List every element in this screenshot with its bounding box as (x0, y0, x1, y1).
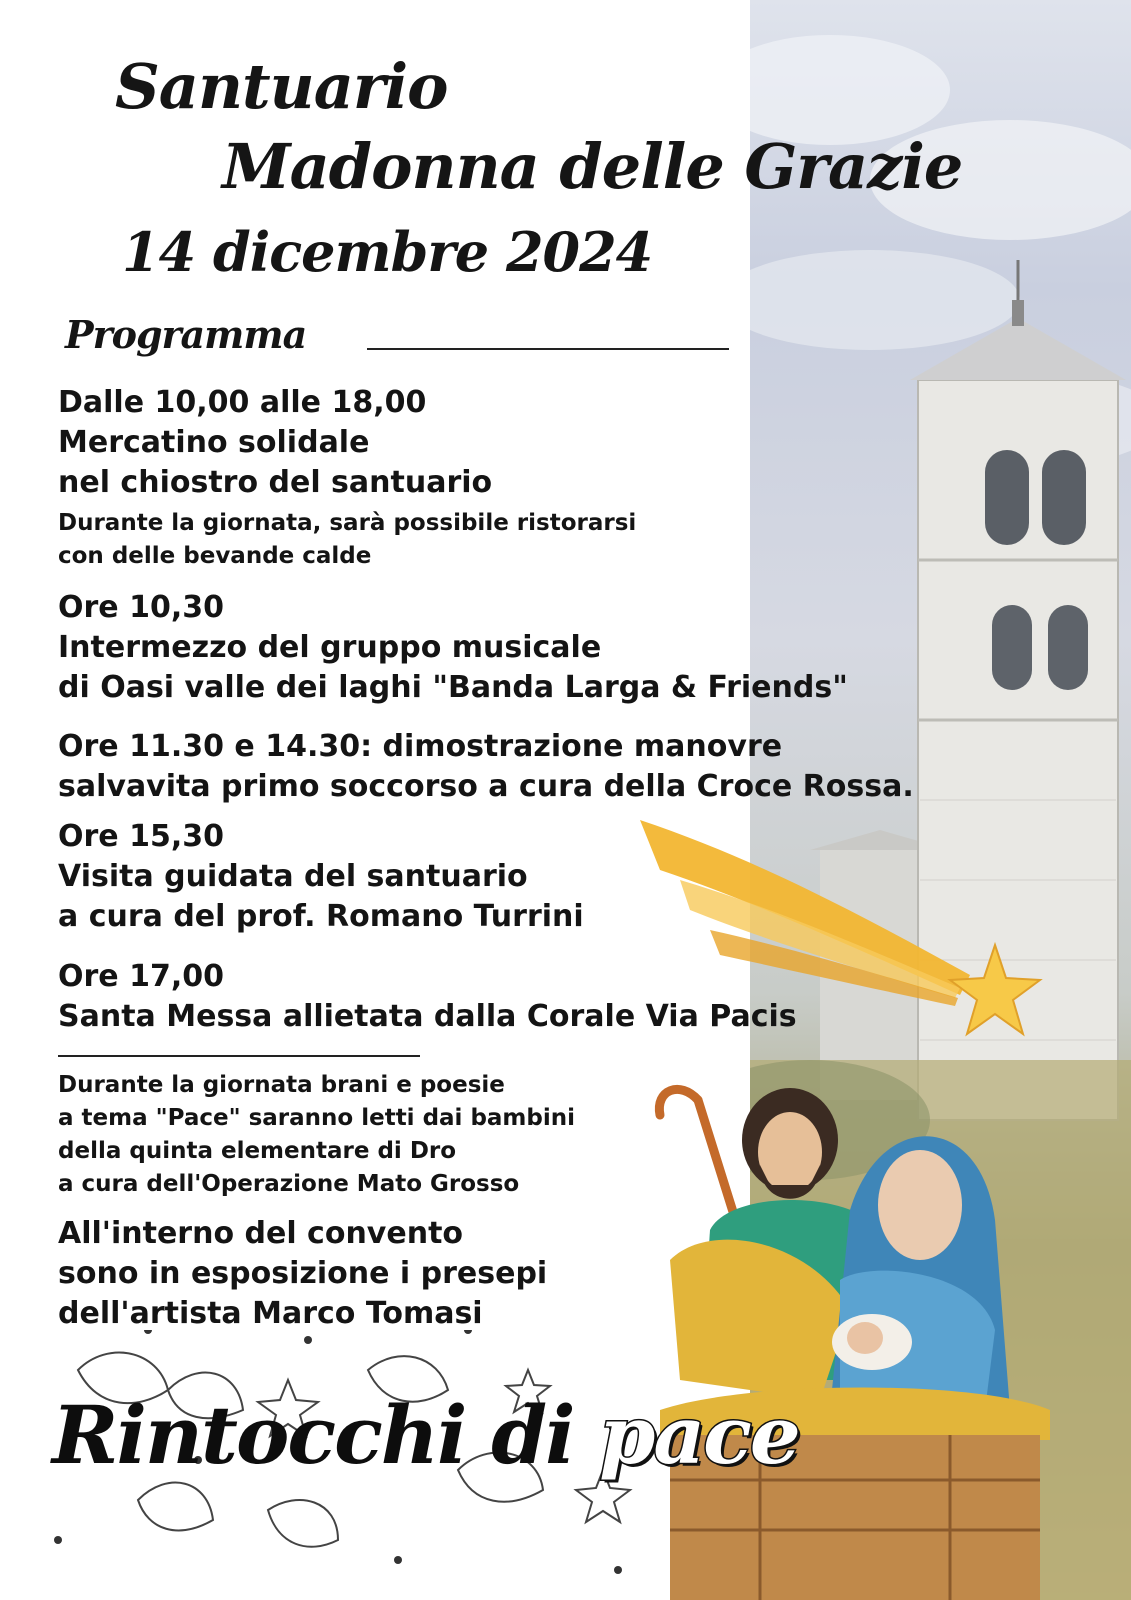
event-time: Ore 15,30 (58, 819, 224, 854)
footer-title (52, 1388, 799, 1482)
exhibition-line: dell'artista Marco Tomasi (58, 1296, 483, 1331)
footer-title-word3: pace (599, 1388, 799, 1482)
note-line: Durante la giornata brani e poesie (58, 1072, 505, 1098)
exhibition-line: All'interno del convento (58, 1216, 464, 1251)
footer-title-word2: di (491, 1388, 574, 1482)
event-mass (58, 957, 797, 1037)
event-line: Santa Messa allietata dalla Corale Via Pacis (58, 999, 797, 1034)
footer-title-word1: Rintocchi (52, 1388, 466, 1482)
sanctuary-title-line2: Madonna delle Grazie (222, 130, 963, 203)
event-guided-tour (58, 817, 584, 937)
sanctuary-title-line1: Santuario (115, 50, 448, 123)
note-line: a tema "Pace" saranno letti dai bambini (58, 1105, 576, 1131)
note-line: della quinta elementare di Dro (58, 1138, 457, 1164)
nativity-exhibition (58, 1214, 547, 1334)
exhibition-line: sono in esposizione i presepi (58, 1256, 548, 1291)
note-line: a cura dell'Operazione Mato Grosso (58, 1171, 520, 1197)
programma-heading: Programma (65, 312, 307, 357)
event-first-aid (58, 727, 914, 807)
event-line: a cura del prof. Romano Turrini (58, 899, 584, 934)
event-time: Ore 10,30 (58, 590, 224, 625)
nativity-scene-image (650, 1080, 1070, 1600)
event-date: 14 dicembre 2024 (122, 220, 653, 284)
event-line: Intermezzo del gruppo musicale (58, 630, 602, 665)
section-divider (58, 1055, 420, 1057)
note-line: con delle bevande calde (58, 543, 372, 569)
children-poems-note (58, 1069, 575, 1201)
event-time: Dalle 10,00 alle 18,00 (58, 385, 427, 420)
note-line: Durante la giornata, sarà possibile ristorarsi (58, 510, 637, 536)
event-time: Ore 17,00 (58, 959, 224, 994)
event-line: Visita guidata del santuario (58, 859, 528, 894)
event-market-note (58, 507, 636, 573)
event-line: Mercatino solidale (58, 425, 370, 460)
heading-underline (367, 348, 729, 350)
event-market (58, 383, 492, 503)
event-line: Ore 11.30 e 14.30: dimostrazione manovre (58, 729, 783, 764)
event-line: di Oasi valle dei laghi "Banda Larga & Friends" (58, 670, 848, 705)
event-music (58, 588, 848, 708)
event-line: salvavita primo soccorso a cura della Croce Rossa. (58, 769, 914, 804)
event-line: nel chiostro del santuario (58, 465, 493, 500)
